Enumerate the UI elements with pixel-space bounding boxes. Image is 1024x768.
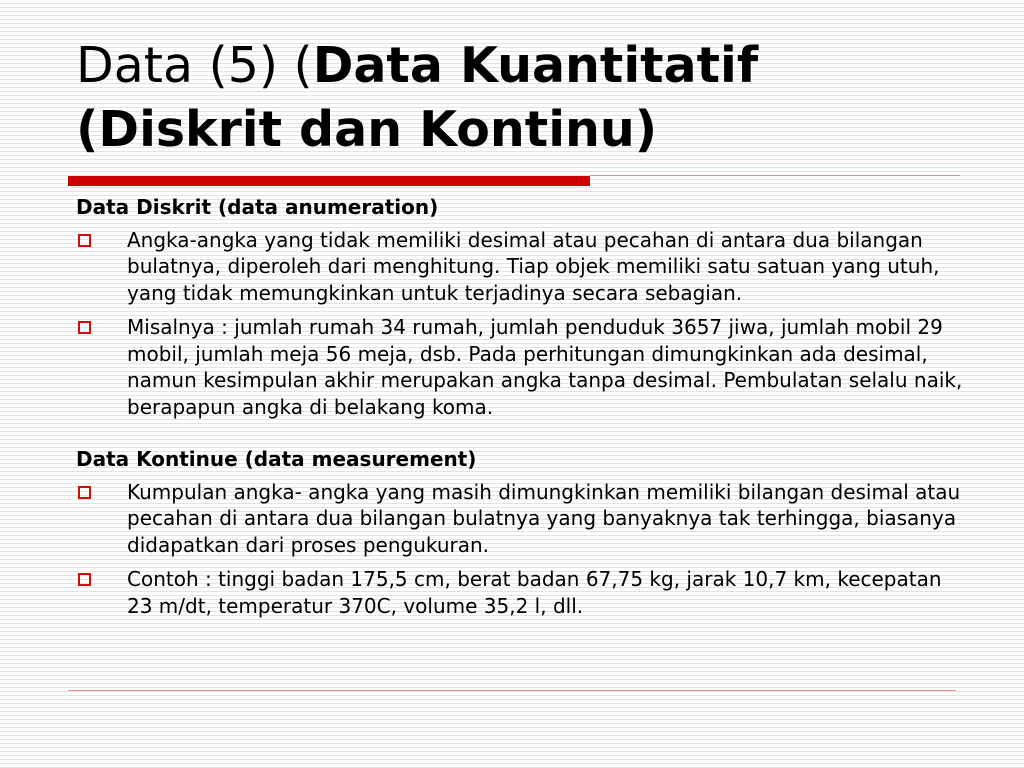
title-underline-rule [590,175,960,176]
slide-title [76,34,976,162]
bullet-list-kontinue [76,479,966,620]
bullet-list-diskrit [76,227,966,421]
bullet-item [76,566,966,619]
title-normal-part: Data (5) ( [76,37,313,94]
bullet-text: Misalnya : jumlah rumah 34 rumah, jumlah penduduk 3657 jiwa, jumlah mobil 29 mobil, jumlah meja 56 meja, dsb. Pada perhitungan dimungkinkan ada desimal, namun kesimpulan akhir merupakan angka tanpa desimal. Pembulatan selalu naik, berapapun angka di belakang koma. [127,315,963,419]
bullet-item [76,227,966,307]
section-heading-diskrit: Data Diskrit (data anumeration) [76,195,439,219]
bullet-text: Contoh : tinggi badan 175,5 cm, berat badan 67,75 kg, jarak 10,7 km, kecepatan 23 m/dt, temperatur 370C, volume 35,2 l, dll. [127,567,942,618]
slide-content [76,194,966,627]
bullet-text: Angka-angka yang tidak memiliki desimal atau pecahan di antara dua bilangan bulatnya, diperoleh dari menghitung. Tiap objek memiliki satu satuan yang utuh, yang tidak memungkinkan untuk terjadinya secara sebagian. [127,227,940,305]
bullet-text: Kumpulan angka- angka yang masih dimungkinkan memiliki bilangan desimal atau pecahan di antara dua bilangan bulatnya yang banyaknya tak terhingga, biasanya didapatkan dari proses pengukuran. [127,479,961,557]
bullet-item [76,314,966,420]
title-bold-part: Data Kuantitatif (Diskrit dan Kontinu) [76,37,759,158]
square-bullet-icon [78,573,91,586]
square-bullet-icon [78,321,91,334]
bottom-rule [68,690,956,691]
square-bullet-icon [78,234,91,247]
bullet-item [76,479,966,559]
title-accent-bar [68,176,590,186]
section-heading-kontinue: Data Kontinue (data measurement) [76,447,477,471]
square-bullet-icon [78,486,91,499]
